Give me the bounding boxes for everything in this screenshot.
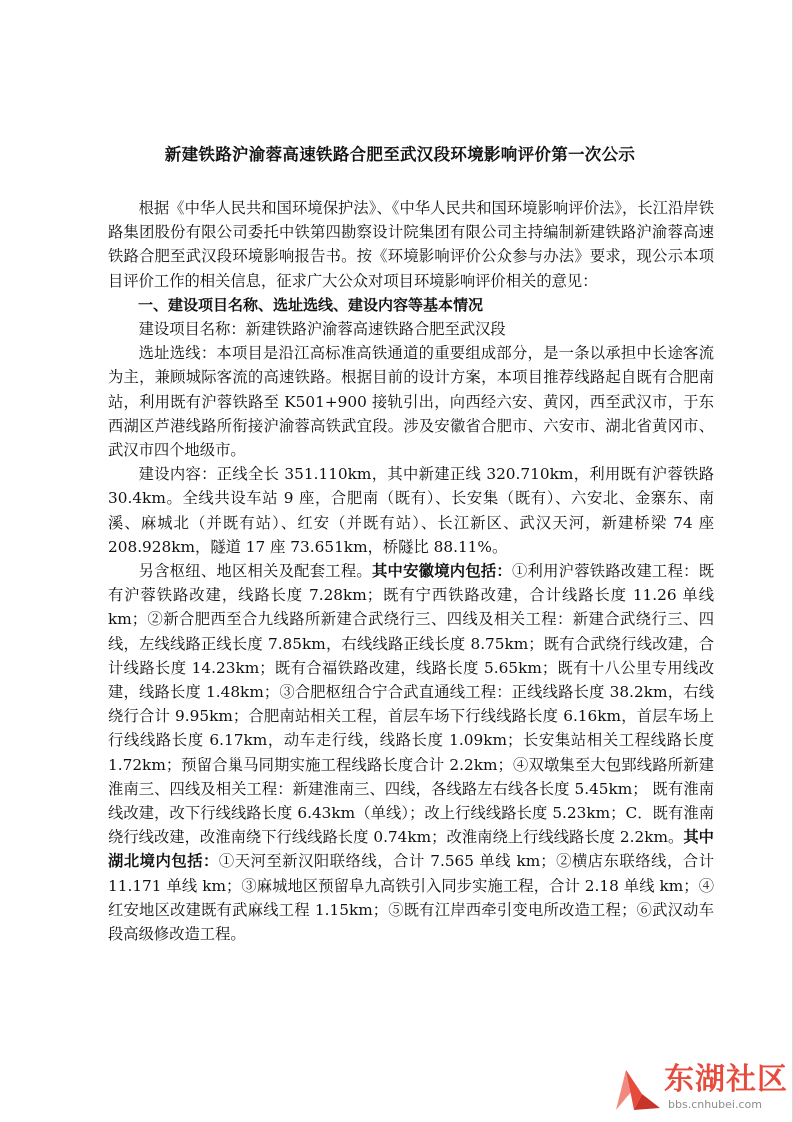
anhui-text: ①利用沪蓉铁路改建工程：既有沪蓉铁路改建，线路长度 7.28km；既有宁西铁路改建，合计线路长度 11.26 单线 km；②新合肥西至合九线路所新建合武绕行三、四线及相关工程：新建合武绕行三、四线，左线线路正线长度 7.85km，右线线路正线长度 8.75km；既有合武绕行线改建，合计线路长度 14.23km；既有合福铁路改建，线路长度 5.65km；既有十八公里专用线改建，线路长度 1.48km；③合肥枢纽合宁合武直通线工程：正线线路长度 38.2km，右线绕行合计 9.95km；合肥南站相关工程，首层车场下行线线路长度 6.16km，首层车场上行线线路长度 6.17km，动车走行线，线路长度 1.09km；长安集站相关工程线路长度 1.72km；预留合巢马同期实施工程线路长度合计 2.2km；④双墩集至大包郢线路所新建淮南三、四线及相关工程：新建淮南三、四线，各线路左右线各长度 5.45km； 既有淮南线改建，改下行线线路长度 6.43km（单线）；改上行线线路长度 5.23km；C．既有淮南绕行线改建，改淮南绕下行线线路长度 0.74km；改淮南绕上行线线路长度 2.2km。 xyxy=(108,562,714,847)
section-heading: 一、建设项目名称、选址选线、建设内容等基本情况 xyxy=(138,295,484,314)
document-title: 新建铁路沪渝蓉高速铁路合肥至武汉段环境影响评价第一次公示 xyxy=(164,145,636,164)
watermark-site-name: 东湖社区 xyxy=(664,1062,788,1097)
supporting-works-paragraph xyxy=(108,559,714,946)
route-paragraph: 选址选线：本项目是沿江高标准高铁通道的重要组成部分，是一条以承担中长途客流为主，兼顾城际客流的高速铁路。根据目前的设计方案，本项目推荐线路起自既有合肥南站，利用既有沪蓉铁路至 K501+900 接轨引出，向西经六安、黄冈，西至武汉市，于东西湖区芦港线路所衔接沪渝蓉高铁武宜段。涉及安徽省合肥市、六安市、湖北省黄冈市、武汉市四个地级市。 xyxy=(108,344,714,460)
intro-paragraph: 根据《中华人民共和国环境保护法》、《中华人民共和国环境影响评价法》，长江沿岸铁路集团股份有限公司委托中铁第四勘察设计院集团有限公司主持编制新建铁路沪渝蓉高速铁路合肥至武汉段环境影响报告书。按《环境影响评价公众参与办法》要求，现公示本项目评价工作的相关信息，征求广大公众对项目环境影响评价相关的意见： xyxy=(108,199,714,290)
project-name-paragraph: 建设项目名称：新建铁路沪渝蓉高速铁路合肥至武汉段 xyxy=(138,320,506,339)
watermark-url: bbs.cnhubei.com xyxy=(668,1098,762,1111)
hubei-text: ①天河至新汉阳联络线，合计 7.565 单线 km；②横店东联络线，合计 11.171 单线 km；③麻城地区预留阜九高铁引入同步实施工程，合计 2.18 单线 km；④红安地区改建既有武麻线工程 1.15km；⑤既有江岸西牵引变电所改造工程；⑥武汉动车段高级修改造工程。 xyxy=(108,852,714,944)
content-paragraph: 建设内容：正线全长 351.110km，其中新建正线 320.710km，利用既有沪蓉铁路 30.4km。全线共设车站 9 座，合肥南（既有）、长安集（既有）、六安北、金寨东、南溪、麻城北（并既有站）、红安（并既有站）、长江新区、武汉天河，新建桥梁 74 座 208.928km，隧道 17 座 73.651km，桥隧比 88.11%。 xyxy=(108,465,714,556)
anhui-label: 其中安徽境内包括： xyxy=(371,562,512,581)
hubei-label: 其中湖北境内包括： xyxy=(108,828,714,871)
dongfu-logo-icon xyxy=(612,1064,662,1112)
site-watermark xyxy=(612,1062,787,1118)
document-body xyxy=(108,196,714,946)
supporting-works-lead: 另含枢纽、地区相关及配套工程。 xyxy=(138,562,372,581)
